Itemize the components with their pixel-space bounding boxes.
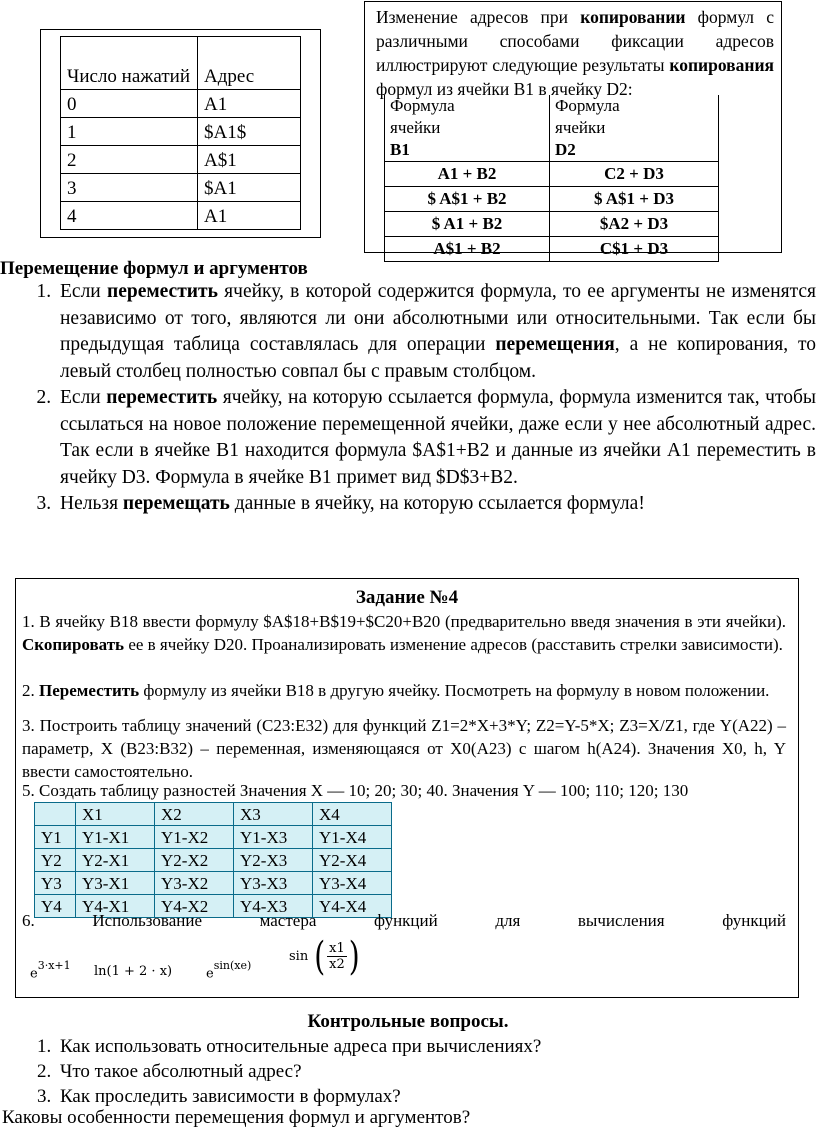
section-heading: Перемещение формул и аргументов	[0, 258, 308, 279]
table-cell: Y2-X3	[234, 849, 313, 872]
formula-exp-sin	[206, 959, 252, 982]
task-paragraph-6	[22, 911, 786, 931]
table-cell: A$1	[198, 146, 301, 174]
bold-term: переместить	[106, 387, 218, 408]
formula-sin-fraction	[289, 932, 360, 979]
text-span: Изменение адресов при	[376, 7, 581, 27]
formula-exponent: 3·x+1	[37, 959, 71, 972]
task-paragraph-3: 3. Построить таблицу значений (C23:E32) для функций Z1=2*X+3*Y; Z2=Y-5*X; Z3=X/Z1, где Y(A22) – параметр, X (B23:B32) – переменная, изменяющаяся от X0(A23) с шагом h(A24). Значения X0, h, Y ввести самостоятельно.	[22, 716, 786, 781]
table-cell: Y1-X1	[76, 826, 155, 849]
fraction-denominator: x2	[329, 957, 345, 972]
table-cell: Y3-X2	[155, 872, 234, 895]
text-span: формул с различными способами фиксации адресов иллюстрируют следующие результаты	[376, 7, 774, 75]
table-cell: $A1	[198, 174, 301, 202]
table-cell: A1	[198, 202, 301, 230]
difference-table	[34, 802, 392, 918]
header-cell-ref: D2	[555, 140, 576, 159]
fraction	[327, 941, 347, 972]
bold-term: перемещать	[122, 493, 230, 514]
text-span: ячейку, в которой содержится формула, то ее аргументы не изменятся независимо от того, являются ли они абсолютными или относительными. Так если бы предыдущая таблица составлялась для операции	[60, 281, 816, 355]
table-header-cell	[35, 803, 76, 826]
text-span: 1. В ячейку B18 ввести формулу $A$18+B$19+$C20+B20 (предварительно введя значения в эти ячейки).	[22, 612, 786, 631]
bold-term: копировании	[580, 7, 686, 27]
formula-base: e	[206, 966, 214, 982]
task-paragraph-1	[22, 610, 786, 656]
text-span: 6.	[22, 911, 35, 930]
address-table	[60, 36, 301, 230]
table-cell: A$1 + B2	[385, 237, 550, 262]
questions-list	[26, 1034, 541, 1109]
text-span: Если	[60, 281, 107, 302]
table-cell: Y4-X3	[234, 895, 313, 918]
formula-exponent: sin(xe)	[213, 959, 252, 972]
bold-term: копирования	[669, 55, 774, 75]
table-header-cell	[550, 95, 719, 162]
table-cell: Y1-X2	[155, 826, 234, 849]
list-item: 3. Как проследить зависимости в формулах?	[56, 1084, 541, 1109]
header-word: Формула ячейки	[555, 96, 620, 137]
task-paragraph-2	[22, 679, 786, 702]
text-span: данные в ячейку, на которую ссылается формула!	[229, 493, 645, 514]
text-span: ячейку, на которую ссылается формула, формула изменится так, чтобы ссылаться на новое положение перемещенной ячейки, даже если у нее абсолютный адрес. Так если в ячейке B1 находится формула $A$1+B2 и данные из ячейки A1 переместить в ячейку D3. Формула в ячейке B1 примет вид $D$3+B2.	[60, 387, 816, 488]
text-span: вычисления	[577, 911, 665, 930]
table-header-cell: X2	[155, 803, 234, 826]
move-rules-list	[26, 279, 816, 518]
formula-ln: ln(1 + 2 · x)	[94, 964, 173, 979]
formula-base: e	[30, 966, 38, 982]
table-header-cell: Число нажатий	[61, 37, 198, 90]
bold-term: Переместить	[39, 681, 140, 700]
header-cell-ref: B1	[390, 140, 410, 159]
bold-term: Скопировать	[22, 635, 125, 654]
list-item	[56, 279, 816, 385]
task-paragraph-5: 5. Создать таблицу разностей Значения X — 10; 20; 30; 40. Значения Y — 100; 110; 120; 130	[22, 781, 689, 800]
table-cell: $A1$	[198, 118, 301, 146]
table-cell: A1 + B2	[385, 162, 550, 187]
text-span: Если	[60, 387, 107, 408]
table-cell: 2	[61, 146, 198, 174]
table-cell: Y2-X2	[155, 849, 234, 872]
table-header-cell	[385, 95, 550, 162]
table-cell: Y2	[35, 849, 76, 872]
table-cell: Y4-X4	[313, 895, 392, 918]
text-span: Использование	[92, 911, 202, 930]
table-cell: 1	[61, 118, 198, 146]
text-span: 2.	[22, 681, 39, 700]
bold-term: переместить	[106, 281, 218, 302]
table-cell: Y4	[35, 895, 76, 918]
formula-exp	[30, 959, 71, 982]
left-paren: (	[314, 932, 326, 979]
table-cell: Y3-X4	[313, 872, 392, 895]
table-cell: 0	[61, 90, 198, 118]
text-span: формул из ячейки B1 в ячейку D2:	[376, 79, 633, 99]
table-header-cell: Адрес	[198, 37, 301, 90]
table-header-cell: X4	[313, 803, 392, 826]
list-item: 1. Как использовать относительные адреса при вычислениях?	[56, 1034, 541, 1059]
table-header-cell: X1	[76, 803, 155, 826]
table-cell: Y1-X3	[234, 826, 313, 849]
table-header-cell: X3	[234, 803, 313, 826]
fraction-numerator: x1	[329, 941, 345, 956]
table-cell: Y3	[35, 872, 76, 895]
copy-formula-table	[384, 95, 719, 262]
formula-function: sin	[289, 949, 309, 964]
table-cell: $ A1 + B2	[385, 212, 550, 237]
list-item	[56, 491, 816, 518]
text-span: мастера	[259, 911, 317, 930]
table-cell: Y4-X2	[155, 895, 234, 918]
text-span: , а не копирования, то левый столбец полностью совпал бы с правым столбцом.	[60, 334, 816, 382]
table-cell: Y3-X3	[234, 872, 313, 895]
table-cell: 3	[61, 174, 198, 202]
header-word: Формула ячейки	[390, 96, 455, 137]
text-span: Нельзя	[60, 493, 123, 514]
table-cell: C$1 + D3	[550, 237, 719, 262]
list-item: 2. Что такое абсолютный адрес?	[56, 1059, 541, 1084]
table-cell: Y3-X1	[76, 872, 155, 895]
table-cell: $ A$1 + D3	[550, 187, 719, 212]
text-span: функций	[722, 911, 786, 930]
text-span: формулу из ячейки B18 в другую ячейку. Посмотреть на формулу в новом положении.	[139, 681, 770, 700]
text-span: функций	[373, 911, 438, 930]
right-paren: )	[348, 932, 360, 979]
questions-heading: Контрольные вопросы.	[307, 1011, 509, 1032]
table-cell: Y4-X1	[76, 895, 155, 918]
table-cell: Y1	[35, 826, 76, 849]
text-span: ее в ячейку D20. Проанализировать изменение адресов (расставить стрелки зависимости).	[124, 635, 783, 654]
bold-term: перемещения	[495, 334, 615, 355]
table-cell: $A2 + D3	[550, 212, 719, 237]
table-cell: Y2-X4	[313, 849, 392, 872]
table-cell: $ A$1 + B2	[385, 187, 550, 212]
task-title: Задание №4	[355, 587, 459, 608]
table-cell: A1	[198, 90, 301, 118]
list-item	[56, 385, 816, 491]
table-cell: Y2-X1	[76, 849, 155, 872]
question-last: Каковы особенности перемещения формул и аргументов?	[2, 1107, 471, 1128]
table-cell: Y1-X4	[313, 826, 392, 849]
table-cell: 4	[61, 202, 198, 230]
text-span: для	[495, 911, 521, 930]
copy-example-text	[376, 5, 774, 101]
table-cell: C2 + D3	[550, 162, 719, 187]
